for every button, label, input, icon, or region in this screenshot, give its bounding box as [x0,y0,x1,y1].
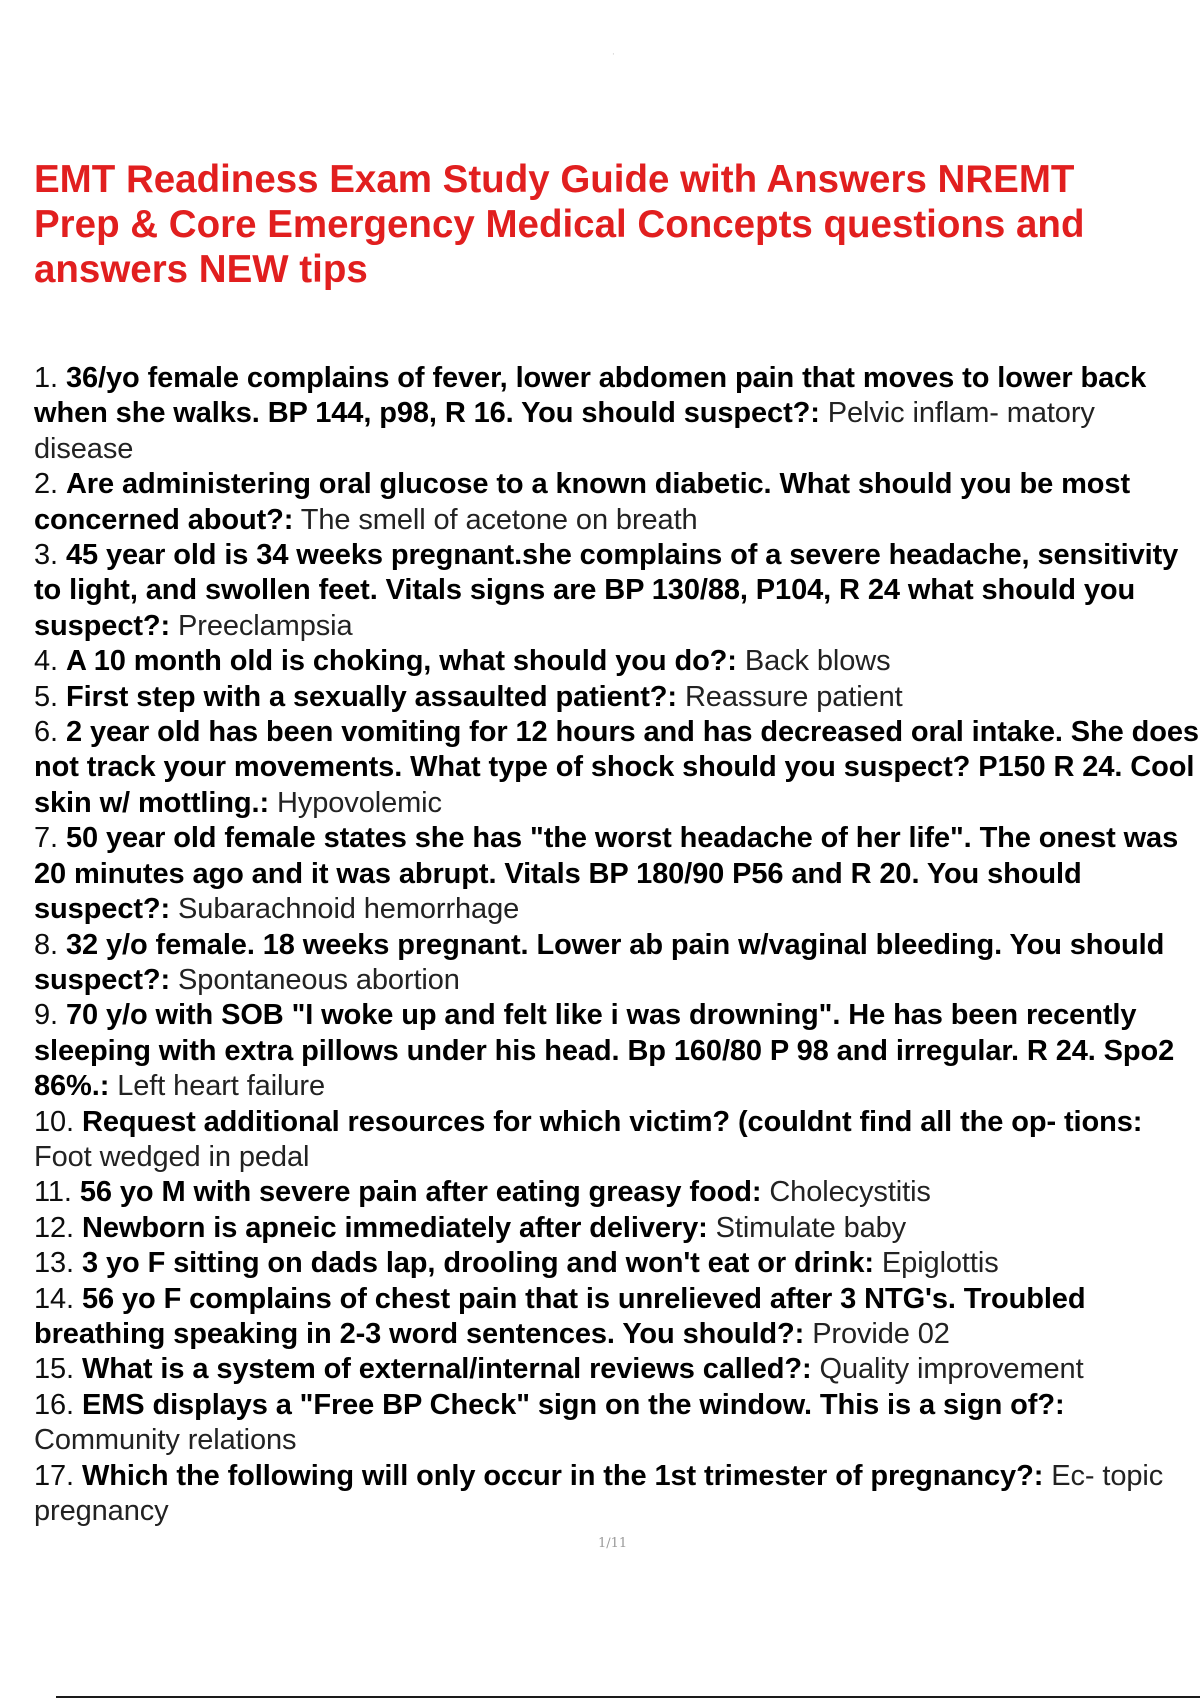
qa-item-10 [34,1105,1200,1176]
item-number: 7. [34,822,58,855]
question-text: Newborn is apneic immediately after delivery: [81,1211,708,1244]
item-number: 17. [34,1459,75,1492]
answer-text: Quality improvement [819,1353,1084,1386]
answer-text: Epiglottis [881,1247,999,1280]
question-text: 56 yo F complains of chest pain that is unrelieved after 3 NTG's. Troubled breathing speaking in 2-3 word sentences. You should?: [34,1282,1086,1350]
qa-item-1 [34,361,1200,467]
answer-text: Hypovolemic [277,786,442,819]
page-number: 1/11 [598,1536,628,1551]
question-text: 70 y/o with SOB "I woke up and felt like i was drowning". He has been recently sleeping with extra pillows under his head. Bp 160/80 P 98 and irregular. R 24. Spo2 86%.: [34,999,1175,1103]
item-number: 6. [34,716,58,749]
item-number: 13. [34,1247,75,1280]
item-number: 9. [34,999,58,1032]
item-number: 11. [34,1176,72,1209]
item-number: 15. [34,1353,75,1386]
answer-text: Community relations [34,1424,297,1457]
question-text: 3 yo F sitting on dads lap, drooling and won't eat or drink: [81,1247,874,1280]
item-number: 2. [34,468,58,501]
answer-text: Provide 02 [812,1317,950,1350]
answer-text: Pelvic inflam- matory disease [34,397,1095,465]
answer-text: Subarachnoid hemorrhage [178,893,520,926]
question-text: Request additional resources for which victim? (couldnt find all the op- tions: [81,1105,1143,1138]
qa-item-4 [34,644,1200,679]
item-number: 14. [34,1282,75,1315]
qa-item-16 [34,1388,1200,1459]
item-number: 12. [34,1211,75,1244]
qa-item-15 [34,1352,1200,1387]
qa-item-17 [34,1459,1200,1530]
question-text: 45 year old is 34 weeks pregnant.she complains of a severe headache, sensitivity to light, and swollen feet. Vitals signs are BP 130/88, P104, R 24 what should you suspect?: [34,539,1179,642]
answer-text: The smell of acetone on breath [300,503,698,536]
item-number: 3. [34,539,58,572]
qa-item-9 [34,998,1200,1104]
question-text: 56 yo M with severe pain after eating greasy food: [79,1176,762,1209]
qa-item-5 [34,680,1200,715]
answer-text: Stimulate baby [715,1211,907,1244]
question-text: First step with a sexually assaulted patient?: [65,680,677,713]
qa-item-3 [34,538,1200,644]
item-number: 10. [34,1105,75,1138]
answer-text: Foot wedged in pedal [34,1140,310,1173]
item-number: 5. [34,680,58,713]
item-number: 4. [34,645,58,678]
question-text: Which the following will only occur in the 1st trimester of pregnancy?: [81,1459,1044,1492]
qa-item-6 [34,715,1200,821]
question-text: 32 y/o female. 18 weeks pregnant. Lower ab pain w/vaginal bleeding. You should suspect?: [34,928,1165,996]
qa-item-11 [34,1175,1200,1210]
qa-item-14 [34,1282,1200,1353]
qa-item-7 [34,821,1200,927]
answer-text: Reassure patient [684,680,903,713]
question-text: 2 year old has been vomiting for 12 hours and has decreased oral intake. She does not track your movements. What type of shock should you suspect? P150 R 24. Cool skin w/ mottling.: [34,716,1199,819]
qa-list [34,361,1200,1529]
qa-item-13 [34,1246,1200,1281]
question-text: What is a system of external/internal reviews called?: [81,1353,812,1386]
answer-text: Spontaneous abortion [178,963,460,996]
question-text: 36/yo female complains of fever, lower abdomen pain that moves to lower back when she walks. BP 144, p98, R 16. You should suspect?: [34,362,1147,430]
answer-text: Preeclampsia [178,609,353,642]
document-title: EMT Readiness Exam Study Guide with Answers NREMT Prep & Core Emergency Medical Concepts questions and answers NEW tips [34,158,1085,291]
answer-text: Ec- topic pregnancy [34,1459,1164,1527]
answer-text: Left heart failure [117,1070,326,1103]
top-mark: · [612,50,615,60]
answer-text: Back blows [744,645,891,678]
qa-item-2 [34,467,1200,538]
item-number: 8. [34,928,58,961]
item-number: 1. [34,362,58,394]
question-text: A 10 month old is choking, what should you do?: [65,645,737,678]
qa-item-12 [34,1211,1200,1246]
question-text: 50 year old female states she has "the worst headache of her life". The onest was 20 minutes ago and it was abrupt. Vitals BP 180/90 P56 and R 20. You should suspect?: [34,822,1179,926]
item-number: 16. [34,1388,75,1421]
qa-item-8 [34,928,1200,999]
question-text: Are administering oral glucose to a known diabetic. What should you be most concerned about?: [34,468,1130,536]
answer-text: Cholecystitis [769,1176,931,1209]
bottom-divider [56,1696,1200,1698]
question-text: EMS displays a "Free BP Check" sign on the window. This is a sign of?: [81,1388,1065,1421]
